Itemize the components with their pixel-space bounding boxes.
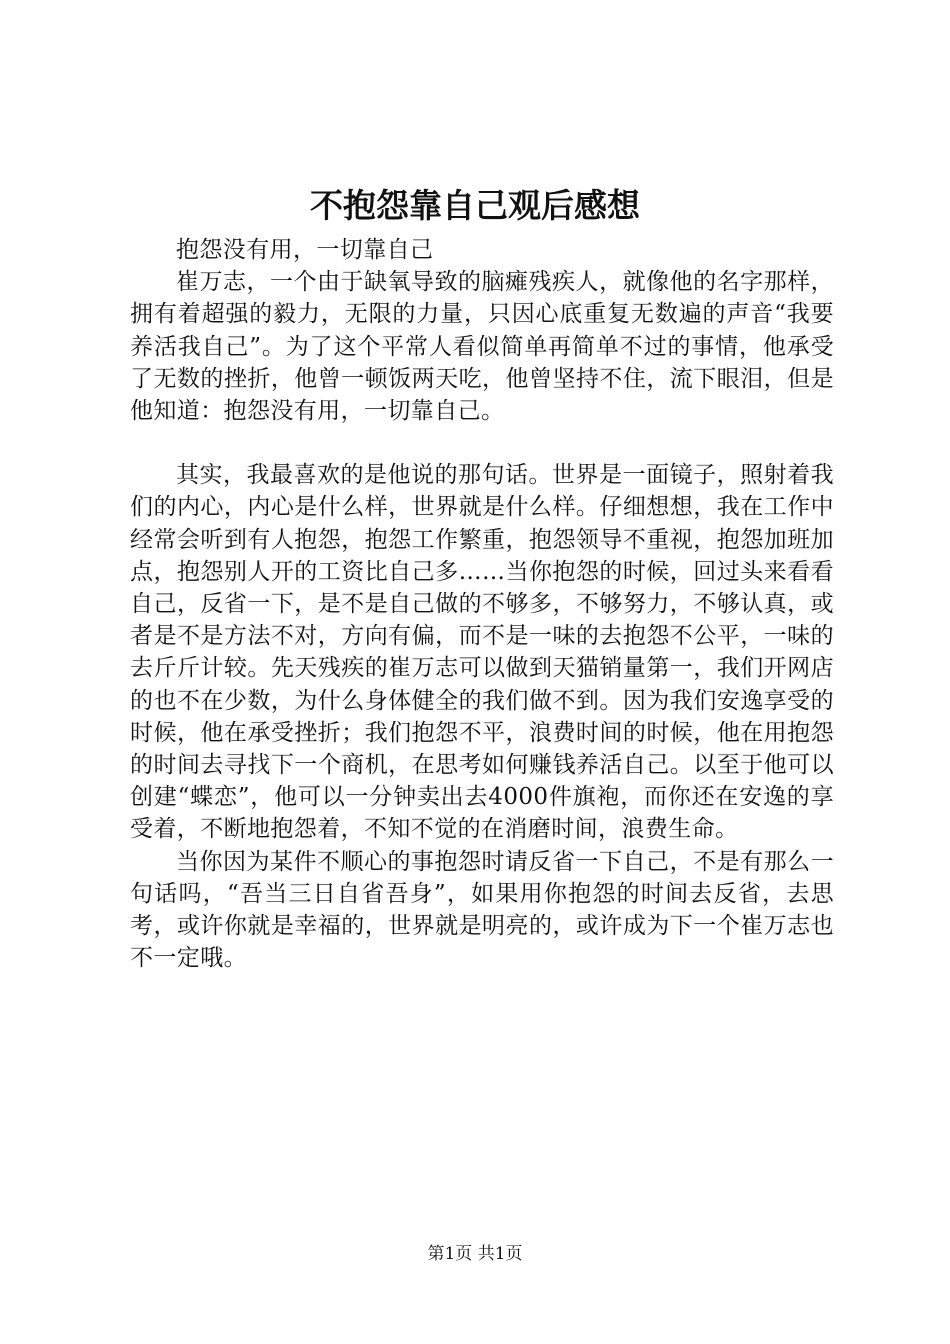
paragraph-subtitle: 抱怨没有用，一切靠自己 — [176, 237, 434, 263]
paragraph-conclusion: 当你因为某件不顺心的事抱怨时请反省一下自己，不是有那么一句话吗，“吾当三日自省吾身”，如果用你抱怨的时间去反省，去思考，或许你就是幸福的，世界就是明亮的，或许成为下一个崔万志也不一定哦。 — [130, 848, 834, 972]
document-body — [130, 234, 834, 974]
page-footer: 第1页 共1页 — [427, 1244, 523, 1264]
paragraph-intro: 崔万志，一个由于缺氧导致的脑瘫残疾人，就像他的名字那样，拥有着超强的毅力，无限的力量，只因心底重复无数遍的声音“我要养活我自己”。为了这个平常人看似简单再简单不过的事情，他承受了无数的挫折，他曾一顿饭两天吃，他曾坚持不住，流下眼泪，但是他知道：抱怨没有用，一切靠自己。 — [130, 269, 834, 425]
document-title: 不抱怨靠自己观后感想 — [310, 186, 640, 225]
paragraph-reflection: 其实，我最喜欢的是他说的那句话。世界是一面镜子，照射着我们的内心，内心是什么样，世界就是什么样。仔细想想，我在工作中经常会听到有人抱怨，抱怨工作繁重，抱怨领导不重视，抱怨加班加点，抱怨别人开的工资比自己多……当你抱怨的时候，回过头来看看自己，反省一下，是不是自己做的不够多，不够努力，不够认真，或者是不是方法不对，方向有偏，而不是一味的去抱怨不公平，一味的去斤斤计较。先天残疾的崔万志可以做到天猫销量第一，我们开网店的也不在少数，为什么身体健全的我们做不到。因为我们安逸享受的时候，他在承受挫折；我们抱怨不平，浪费时间的时候，他在用抱怨的时间去寻找下一个商机，在思考如何赚钱养活自己。以至于他可以创建“蝶恋”，他可以一分钟卖出去4000件旗袍，而你还在安逸的享受着，不断地抱怨着，不知不觉的在消磨时间，浪费生命。 — [130, 462, 834, 843]
